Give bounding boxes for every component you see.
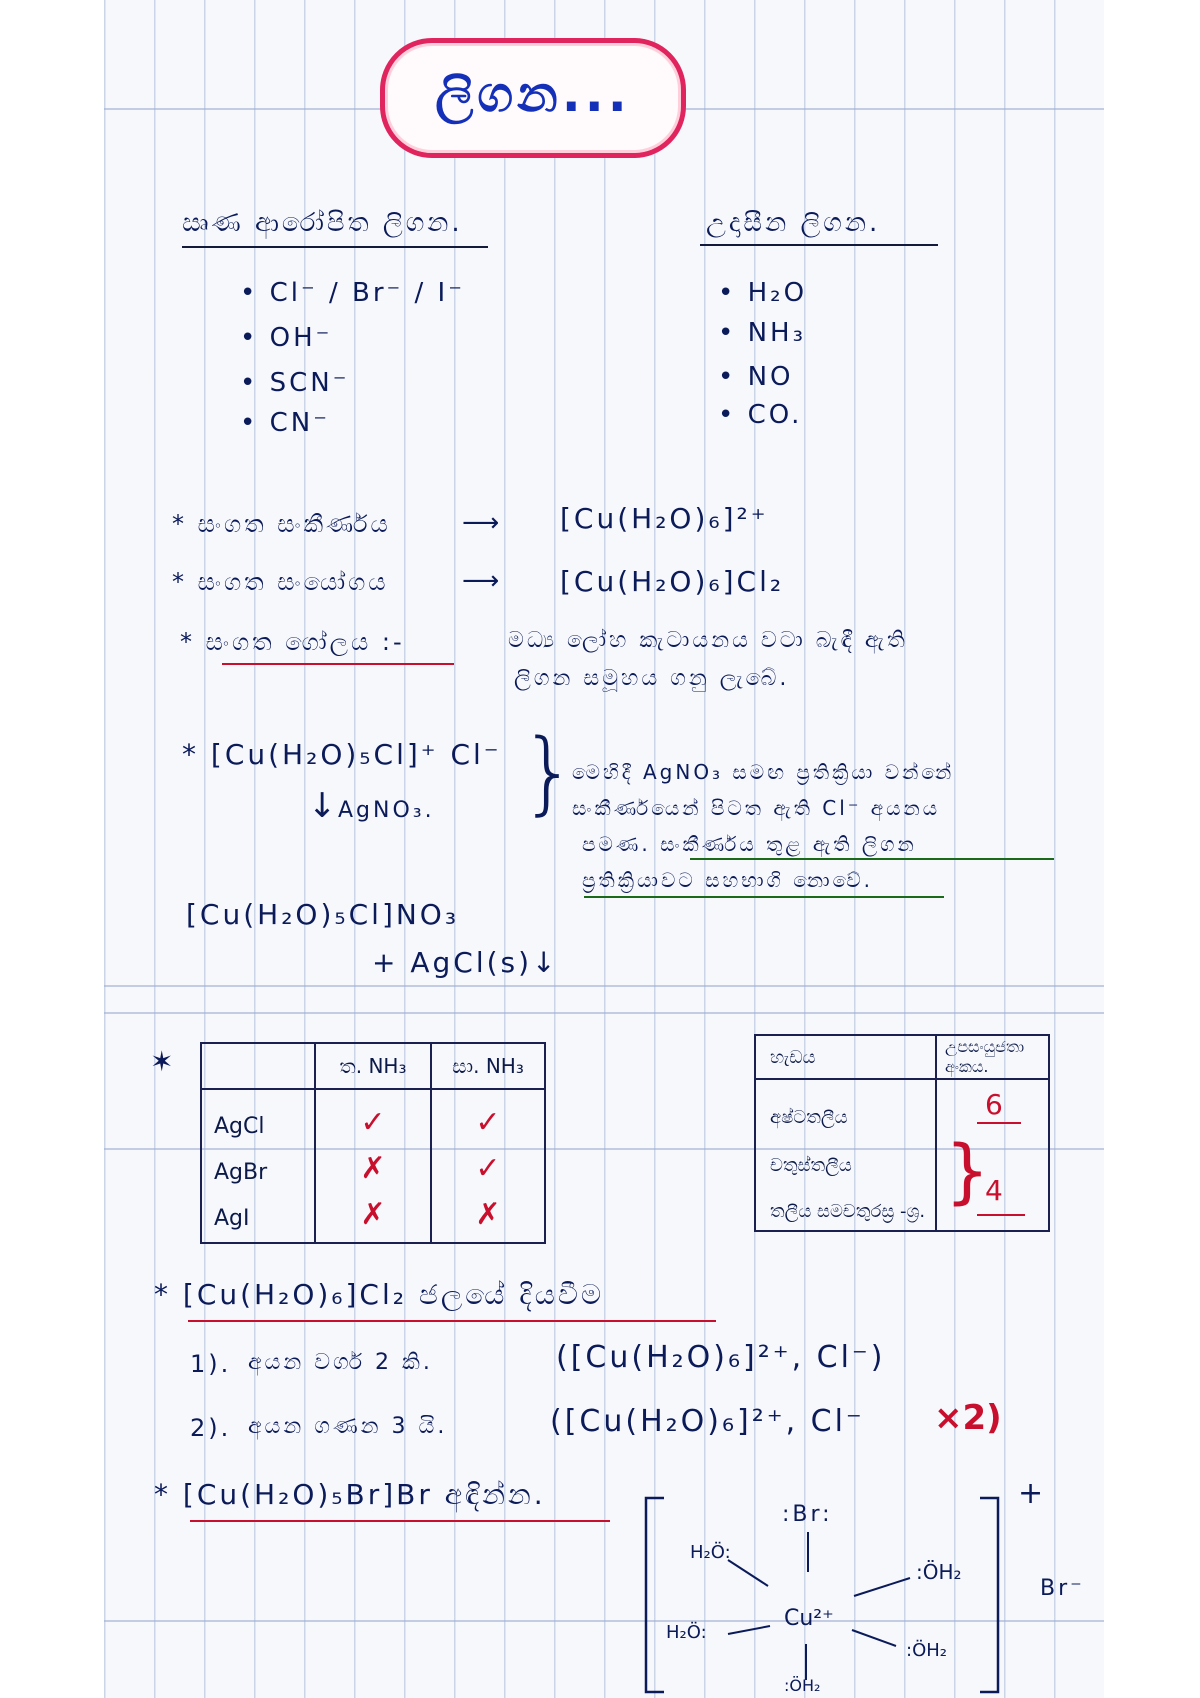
coordination-shape-table [754,1034,1050,1232]
table-row: AgBr [214,1160,268,1185]
complex-ion-label: * සංගත සංකීර්ණය [172,510,391,538]
coordination-sphere-label: * සංගත ගෝලය :- [180,628,405,656]
bond-arrow [852,1630,896,1646]
precipitate-formula: + AgCl(s)↓ [372,946,559,979]
copper-ion: Cu²⁺ [784,1606,834,1631]
product-formula: [Cu(H₂O)₅Cl]NO₃ [186,898,460,931]
complex-ion-formula: [Cu(H₂O)₆]²⁺ [560,502,769,535]
ion-count-formula: ([Cu(H₂O)₆]²⁺, Cl⁻ [550,1404,865,1439]
water-ligand: H₂Ö: [666,1622,707,1643]
title-cloud [380,38,686,158]
water-ligand: :ÖH₂ [784,1676,821,1695]
brace-icon: } [945,1130,990,1212]
line-number: 2). [190,1414,232,1442]
left-list-item: • Cl⁻ / Br⁻ / I⁻ [240,278,465,308]
down-arrow-icon: ↓ [308,786,337,826]
cross-mark: ✗ [360,1197,386,1232]
complex-compound-label: * සංගත සංයෝගය [172,568,389,596]
water-ligand: :ÖH₂ [906,1640,947,1661]
structure-heading: * [Cu(H₂O)₅Br]Br අඳින්න. [154,1478,546,1511]
left-list-item: • CN⁻ [240,408,330,438]
line-number: 1). [190,1350,232,1378]
table-row: තලීය සමචතුරස්‍ර -ශ්‍ර. [770,1201,926,1222]
bond-arrow [854,1578,910,1596]
table-row: AgI [214,1206,250,1231]
sphere-definition: මධ්‍ය ලෝහ කැටායනය වටා බැඳී ඇති [508,628,908,653]
complex-charge: + [1018,1476,1044,1511]
table-cell-names [201,1089,315,1243]
reagent-label: AgNO₃. [338,798,435,823]
complex-compound-formula: [Cu(H₂O)₆]Cl₂ [560,565,785,598]
bond-arrow [728,1560,768,1586]
table-header-cell: ත. NH₃ [315,1043,431,1089]
left-list-item: • SCN⁻ [240,368,350,398]
table-header-cell [201,1043,315,1089]
coordination-number: 4 [985,1174,1003,1207]
counter-ion: Br⁻ [1040,1576,1085,1601]
left-list-item: • OH⁻ [240,323,333,353]
bromide-ligand: :Br: [782,1502,833,1527]
complex-structure-diagram [640,1480,1100,1698]
reaction-note: පමණ. සංකීර්ණය තුළ ඇති ලිගන [582,832,917,856]
page-title: ලිගන... [435,65,631,123]
table-header-cell: උපසංයුජතා අංකය. [936,1035,1049,1079]
right-bracket [980,1498,998,1692]
sphere-definition: ලිගන සමූහය ගනු ලැබේ. [514,666,790,691]
reaction-note: මෙහිදී AgNO₃ සමඟ ප්‍රතික්‍රියා වන්නේ [572,760,955,784]
water-ligand: :ÖH₂ [916,1560,962,1584]
arrow-icon: ⟶ [462,508,500,538]
right-list-item: • H₂O [718,278,808,308]
times-two-mark: ×2) [934,1398,1002,1438]
shape-names [755,1079,936,1231]
conc-ammonia-column [431,1089,545,1243]
tick-mark: ✓ [475,1105,501,1140]
tick-mark: ✓ [360,1105,386,1140]
reaction-note: සංකීර්ණයෙන් පිටත ඇති Cl⁻ අයනය [572,796,941,820]
reaction-note: ප්‍රතික්‍රියාවට සහභාගි නොවේ. [582,868,873,892]
table-row: අෂ්ටතලීය [770,1107,848,1128]
reactant-formula: * [Cu(H₂O)₅Cl]⁺ Cl⁻ [182,738,502,771]
asterisk-icon: ✶ [150,1045,174,1078]
cross-mark: ✗ [360,1151,386,1186]
ion-types-text: අයන වර්ග 2 කි. [248,1350,433,1375]
ammonia-solubility-table [200,1042,546,1244]
negative-ligands-heading: ඍණ ආරෝපිත ලිගන. [182,208,463,238]
neutral-ligands-heading: උදාසීන ලිගන. [706,208,881,238]
dilute-ammonia-column [315,1089,431,1243]
cross-mark: ✗ [475,1197,501,1232]
bond-arrow [728,1626,770,1634]
arrow-icon: ⟶ [462,566,500,596]
table-header-cell: සා. NH₃ [431,1043,545,1089]
table-header-cell: හැඩය [755,1035,936,1079]
tick-mark: ✓ [475,1151,501,1186]
right-list-item: • NH₃ [718,318,807,348]
dissociation-heading: * [Cu(H₂O)₆]Cl₂ ජලයේ දියවීම [154,1278,605,1311]
table-row: චතුස්තලීය [770,1155,852,1176]
right-list-item: • CO. [718,400,803,430]
coordination-number-cell [936,1079,1049,1231]
ion-types-formula: ([Cu(H₂O)₆]²⁺, Cl⁻) [556,1340,886,1375]
water-ligand: H₂Ö: [690,1542,731,1563]
ion-count-text: අයන ගණන 3 යි. [248,1414,448,1439]
brace-icon: } [520,720,578,825]
coordination-number: 6 [985,1088,1003,1121]
right-list-item: • NO [718,362,794,392]
left-bracket [646,1498,664,1692]
table-row: AgCl [214,1114,265,1139]
